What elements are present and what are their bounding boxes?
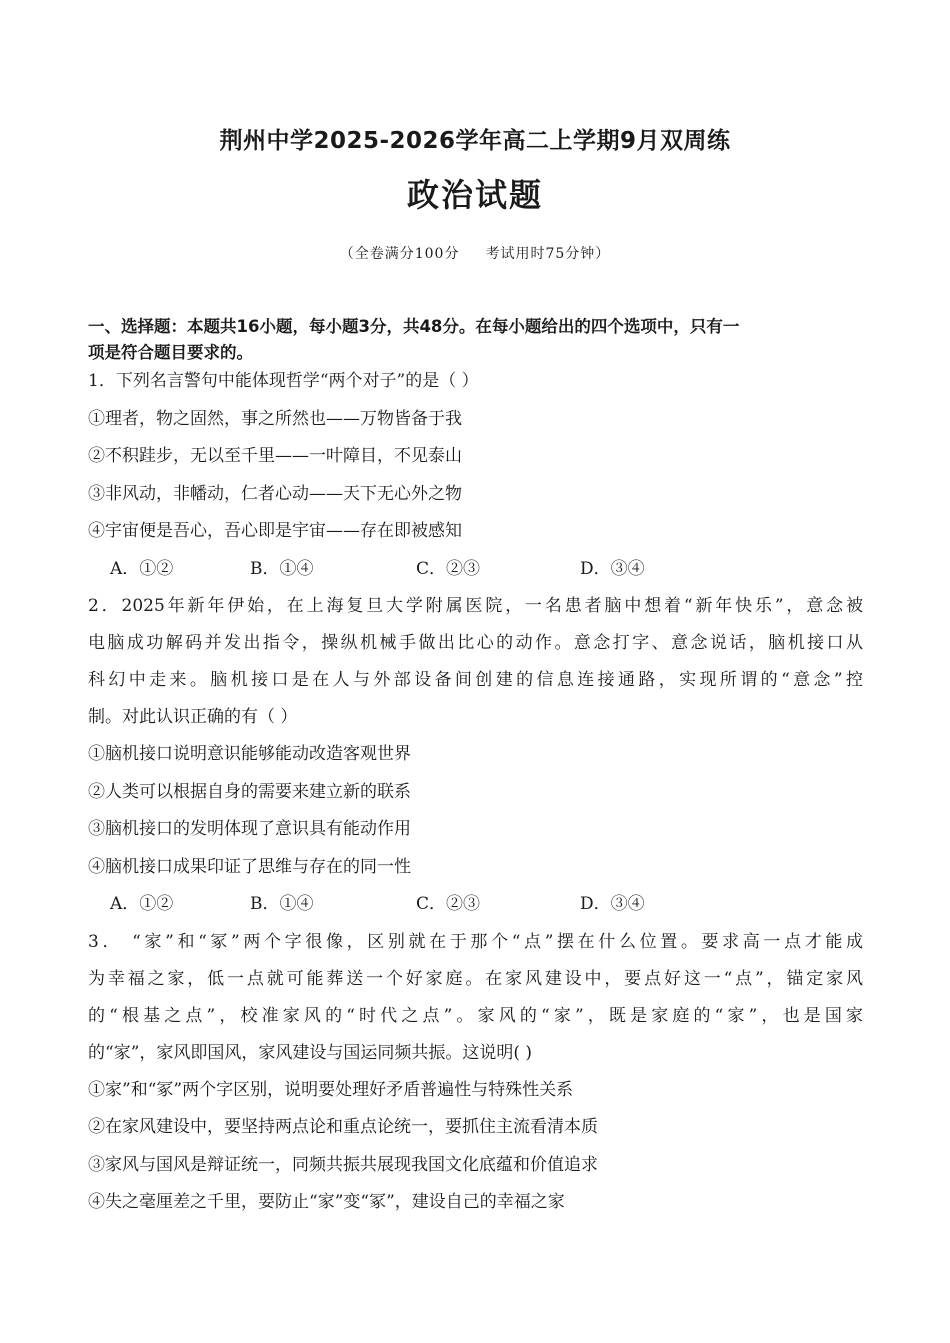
option-item: ②人类可以根据自身的需要来建立新的联系 — [88, 781, 411, 802]
question-stem: 的“家”，家风即国风，家风建设与国运同频共振。这说明( ) — [88, 1042, 533, 1063]
option-item: ③脑机接口的发明体现了意识具有能动作用 — [88, 819, 411, 839]
option-item: ④脑机接口成果印证了思维与存在的同一性 — [88, 856, 411, 877]
question-2 — [88, 588, 863, 924]
answer-choices — [88, 551, 863, 589]
question-stem: 电脑成功解码并发出指令，操纵机械手做出比心的动作。意念打字、意念说话，脑机接口从 — [88, 633, 863, 653]
question-3 — [88, 924, 863, 1222]
option-item: ②在家风建设中，要坚持两点论和重点论统一，要抓住主流看清本质 — [88, 1117, 598, 1137]
exam-info — [0, 243, 950, 263]
choice-a[interactable]: A．①② — [110, 894, 174, 914]
exam-title: 荆州中学2025-2026学年高二上学期9月双周练 — [219, 128, 731, 154]
option-item: ④失之毫厘差之千里，要防止“家”变“冢”，建设自己的幸福之家 — [88, 1192, 565, 1212]
section-heading-line: 一、选择题：本题共16小题，每小题3分，共48分。在每小题给出的四个选项中，只有一 — [88, 317, 740, 336]
choice-a[interactable]: A．①② — [110, 558, 174, 579]
question-1 — [88, 363, 863, 588]
section-heading — [88, 314, 863, 366]
option-item: ①脑机接口说明意识能够能动改造客观世界 — [88, 744, 411, 764]
subject-title: 政治试题 — [406, 176, 543, 214]
choice-c[interactable]: C．②③ — [416, 558, 481, 579]
answer-choices — [88, 886, 863, 924]
question-stem: 为幸福之家，低一点就可能葬送一个好家庭。在家风建设中，要点好这一“点”，锚定家风 — [88, 968, 863, 989]
option-item: ①理者，物之固然，事之所然也——万物皆备于我 — [88, 408, 462, 429]
choice-c[interactable]: C．②③ — [416, 894, 481, 914]
question-stem: 制。对此认识正确的有（ ） — [88, 707, 298, 727]
choice-d[interactable]: D．③④ — [580, 894, 645, 914]
choice-d[interactable]: D．③④ — [580, 558, 645, 579]
option-item: ③家风与国风是辩证统一，同频共振共展现我国文化底蕴和价值追求 — [88, 1154, 598, 1175]
question-stem: 科幻中走来。脑机接口是在人与外部设备间创建的信息连接通路，实现所谓的“意念”控 — [88, 670, 863, 690]
question-stem: 3． “家”和“冢”两个字很像，区别就在于那个“点”摆在什么位置。要求高一点才能成 — [88, 931, 863, 952]
choice-b[interactable]: B．①④ — [250, 894, 314, 914]
option-item: ①家”和“冢”两个字区别，说明要处理好矛盾普遍性与特殊性关系 — [88, 1079, 574, 1100]
full-score-text: （全卷满分100分 — [339, 246, 460, 262]
option-item: ④宇宙便是吾心，吾心即是宇宙——存在即被感知 — [88, 521, 462, 541]
exam-time-text: 考试用时75分钟） — [485, 246, 611, 262]
questions-area — [88, 363, 863, 1222]
option-item: ③非风动，非幡动，仁者心动——天下无心外之物 — [88, 483, 462, 504]
question-stem: 的“根基之点”，校准家风的“时代之点”。家风的“家”，既是家庭的“家”，也是国家 — [88, 1005, 863, 1026]
section-heading-line: 项是符合题目要求的。 — [88, 343, 253, 362]
question-stem: 1．下列名言警句中能体现哲学“两个对子”的是（ ） — [88, 371, 479, 391]
choice-b[interactable]: B．①④ — [250, 558, 314, 579]
question-stem: 2．2025年新年伊始，在上海复旦大学附属医院，一名患者脑中想着“新年快乐”，意念被 — [88, 596, 863, 616]
option-item: ②不积跬步，无以至千里——一叶障目，不见泰山 — [88, 446, 462, 466]
